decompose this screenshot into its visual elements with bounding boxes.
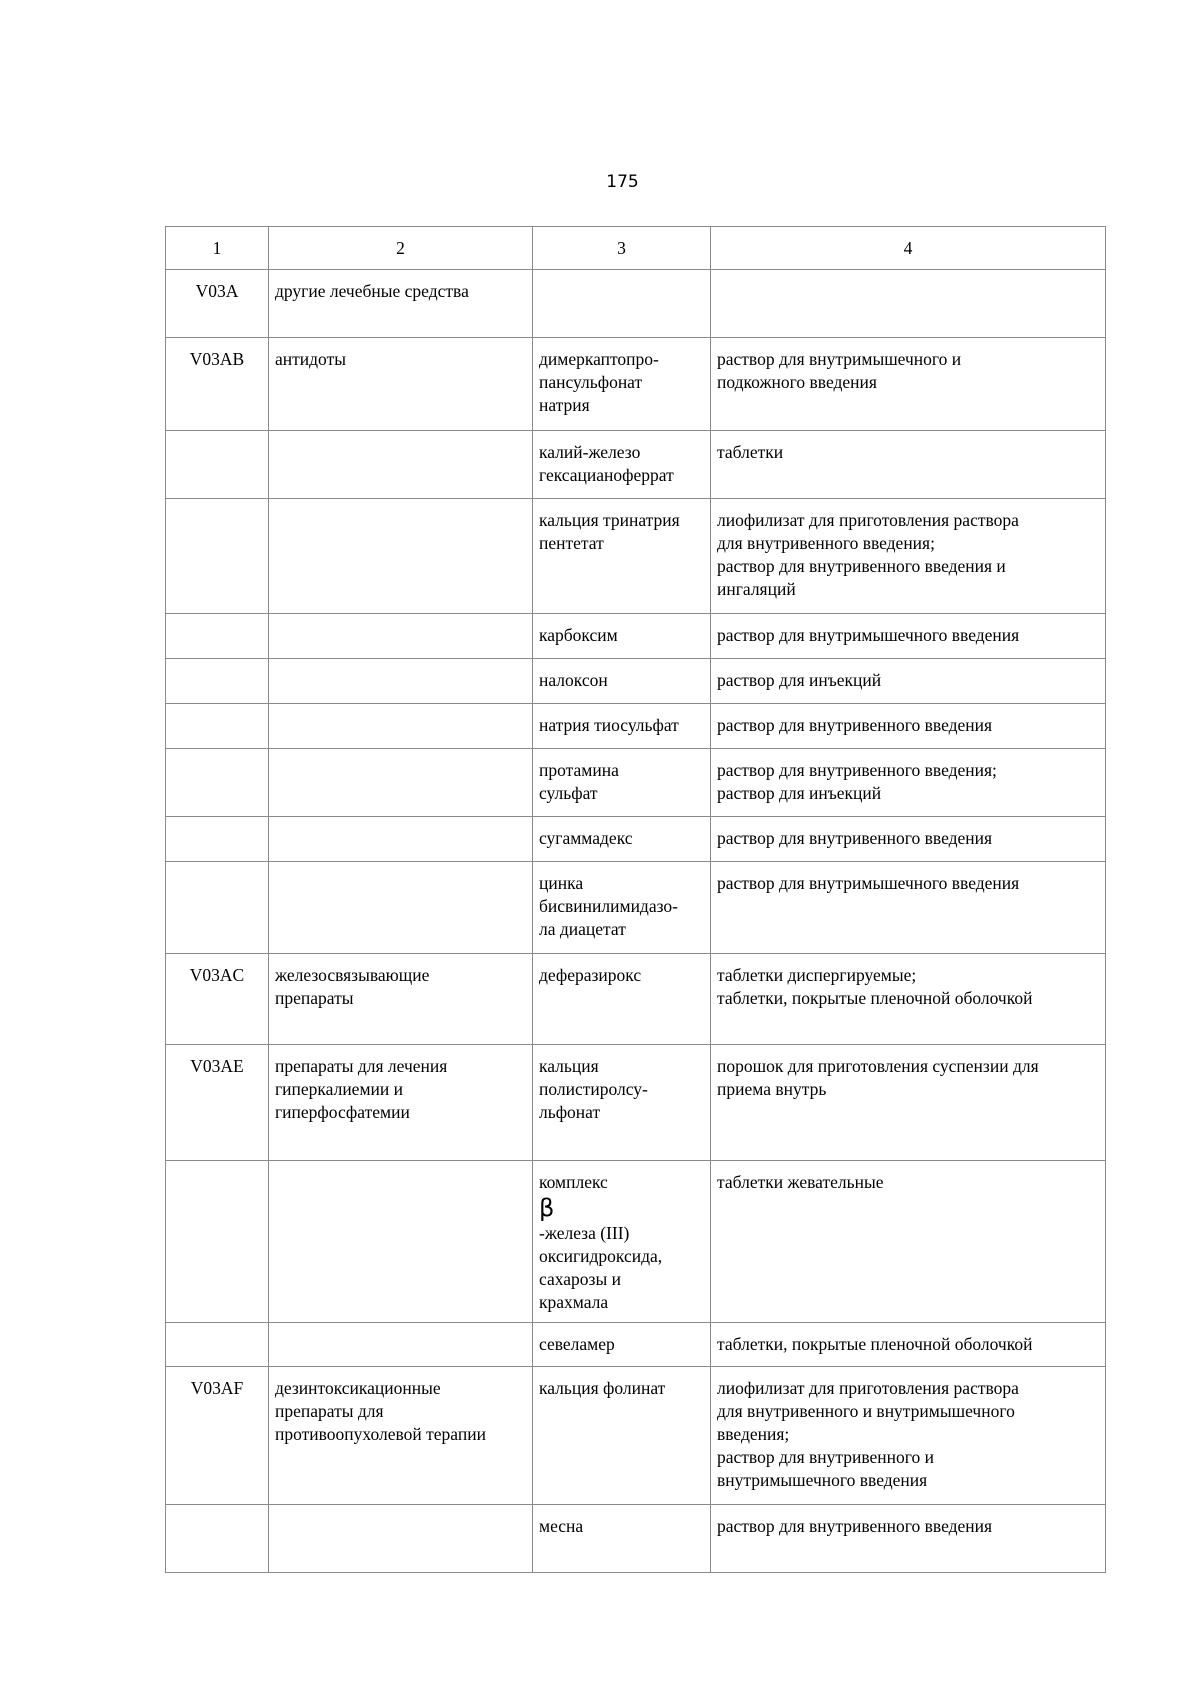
dosage-form-line: лиофилизат для приготовления раствора — [717, 1378, 1019, 1398]
dosage-form-line: таблетки, покрытые пленочной оболочкой — [717, 1334, 1033, 1354]
atc-code-cell — [166, 1505, 269, 1573]
page-number: 175 — [606, 172, 639, 192]
drug-name-line: кальция фолинат — [539, 1378, 666, 1398]
atc-code-cell — [166, 749, 269, 817]
dosage-form-line: раствор для внутримышечного введения — [717, 873, 1020, 893]
drug-name-cell — [533, 338, 711, 431]
drug-name-line: полистиролсу- — [539, 1079, 648, 1099]
pharm-group-line: гиперкалиемии и — [275, 1079, 403, 1099]
dosage-form-line: раствор для инъекций — [717, 670, 882, 690]
drug-name-line: бисвинилимидазо- — [539, 896, 678, 916]
atc-code-cell — [166, 704, 269, 749]
table-row — [166, 954, 1106, 1045]
dosage-form-cell — [711, 817, 1106, 862]
table-header-row — [166, 227, 1106, 270]
pharm-group-cell — [269, 749, 533, 817]
pharm-group-line: другие лечебные средства — [275, 281, 469, 301]
drug-name-cell — [533, 431, 711, 499]
drug-name-cell — [533, 817, 711, 862]
table-body — [166, 270, 1106, 1573]
pharm-group-line: препараты — [275, 988, 354, 1008]
dosage-form-cell — [711, 1161, 1106, 1323]
drug-name-line: кальция тринатрия — [539, 510, 680, 530]
dosage-form-cell — [711, 862, 1106, 954]
column-header: 4 — [711, 227, 1106, 270]
atc-code-cell — [166, 862, 269, 954]
drug-name-line: калий-железо — [539, 442, 641, 462]
dosage-form-cell — [711, 1045, 1106, 1161]
drug-name-line: налоксон — [539, 670, 608, 690]
table-row — [166, 338, 1106, 431]
pharm-group-line: гиперфосфатемии — [275, 1102, 410, 1122]
dosage-form-cell — [711, 1505, 1106, 1573]
drug-name-line: сахарозы и — [539, 1269, 621, 1289]
column-header: 2 — [269, 227, 533, 270]
dosage-form-cell — [711, 499, 1106, 614]
atc-code-cell — [166, 431, 269, 499]
pharm-group-cell — [269, 1367, 533, 1505]
dosage-form-line: раствор для внутривенного и — [717, 1447, 935, 1467]
dosage-form-cell — [711, 954, 1106, 1045]
table-row — [166, 614, 1106, 659]
table-row — [166, 431, 1106, 499]
pharm-group-cell — [269, 431, 533, 499]
atc-code-cell — [166, 1161, 269, 1323]
drug-name-cell — [533, 1367, 711, 1505]
drug-name-line: натрия — [539, 395, 590, 415]
table-row — [166, 499, 1106, 614]
pharm-group-cell — [269, 817, 533, 862]
drug-name-cell — [533, 659, 711, 704]
drug-name-line: цинка — [539, 873, 584, 893]
dosage-form-line: внутримышечного введения — [717, 1470, 928, 1490]
pharm-group-cell — [269, 659, 533, 704]
dosage-form-cell — [711, 1323, 1106, 1367]
drug-name-cell — [533, 1045, 711, 1161]
table-row — [166, 862, 1106, 954]
pharm-group-cell — [269, 499, 533, 614]
dosage-form-line: таблетки жевательные — [717, 1172, 884, 1192]
pharm-group-cell — [269, 1161, 533, 1323]
dosage-form-cell — [711, 614, 1106, 659]
pharm-group-cell — [269, 614, 533, 659]
dosage-form-cell — [711, 1367, 1106, 1505]
atc-code-cell — [166, 659, 269, 704]
dosage-form-line: для внутривенного введения; — [717, 533, 935, 553]
drug-name-line: севеламер — [539, 1334, 615, 1354]
dosage-form-cell — [711, 749, 1106, 817]
atc-code-cell — [166, 614, 269, 659]
drug-name-line: сульфат — [539, 783, 598, 803]
dosage-form-cell — [711, 431, 1106, 499]
table-row — [166, 1323, 1106, 1367]
drug-name-cell — [533, 499, 711, 614]
dosage-form-line: раствор для внутривенного введения — [717, 1516, 993, 1536]
dosage-form-line: раствор для внутривенного введения и — [717, 556, 1006, 576]
drug-table — [165, 226, 1106, 1573]
drug-name-cell — [533, 862, 711, 954]
dosage-form-line: приема внутрь — [717, 1079, 827, 1099]
drug-name-line: -железа (III) — [539, 1223, 630, 1243]
drug-name-cell — [533, 954, 711, 1045]
dosage-form-cell — [711, 659, 1106, 704]
atc-code-cell — [166, 1323, 269, 1367]
dosage-form-line: раствор для инъекций — [717, 783, 882, 803]
drug-name-cell — [533, 270, 711, 338]
pharm-group-line: антидоты — [275, 349, 346, 369]
dosage-form-line: порошок для приготовления суспензии для — [717, 1056, 1039, 1076]
drug-name-line: кальция — [539, 1056, 599, 1076]
dosage-form-cell — [711, 270, 1106, 338]
drug-name-line: крахмала — [539, 1292, 609, 1312]
drug-name-line: карбоксим — [539, 625, 618, 645]
dosage-form-line: введения; — [717, 1424, 790, 1444]
pharm-group-cell — [269, 862, 533, 954]
dosage-form-line: раствор для внутривенного введения — [717, 828, 993, 848]
dosage-form-cell — [711, 338, 1106, 431]
pharm-group-line: противоопухолевой терапии — [275, 1424, 486, 1444]
dosage-form-line: раствор для внутримышечного и — [717, 349, 962, 369]
pharm-group-cell — [269, 704, 533, 749]
dosage-form-cell — [711, 704, 1106, 749]
drug-name-line: гексацианоферрат — [539, 465, 674, 485]
table-row — [166, 659, 1106, 704]
dosage-form-line: лиофилизат для приготовления раствора — [717, 510, 1019, 530]
dosage-form-line: раствор для внутримышечного введения — [717, 625, 1020, 645]
drug-name-line: пентетат — [539, 533, 604, 553]
column-header: 1 — [166, 227, 269, 270]
pharm-group-cell — [269, 954, 533, 1045]
atc-code-cell — [166, 817, 269, 862]
pharm-group-line: железосвязывающие — [275, 965, 430, 985]
drug-name-line: деферазирокс — [539, 965, 642, 985]
drug-name-line: протамина — [539, 760, 619, 780]
pharm-group-line: препараты для лечения — [275, 1056, 448, 1076]
atc-code-cell: V03AF — [166, 1367, 269, 1505]
table-row — [166, 1367, 1106, 1505]
drug-name-line: сугаммадекс — [539, 828, 633, 848]
drug-name-cell — [533, 1161, 711, 1323]
drug-name-line: ла диацетат — [539, 919, 626, 939]
pharm-group-cell — [269, 1505, 533, 1573]
atc-code-cell: V03AC — [166, 954, 269, 1045]
pharm-group-cell — [269, 1323, 533, 1367]
pharm-group-line: препараты для — [275, 1401, 384, 1421]
pharm-group-line: дезинтоксикационные — [275, 1378, 441, 1398]
drug-name-cell — [533, 614, 711, 659]
dosage-form-line: таблетки диспергируемые; — [717, 965, 917, 985]
drug-name-line: комплекс — [539, 1172, 608, 1192]
pharm-group-cell — [269, 338, 533, 431]
drug-name-cell — [533, 704, 711, 749]
drug-name-line: пансульфонат — [539, 372, 643, 392]
drug-name-cell — [533, 749, 711, 817]
column-header: 3 — [533, 227, 711, 270]
table-row — [166, 270, 1106, 338]
dosage-form-line: для внутривенного и внутримышечного — [717, 1401, 1015, 1421]
drug-name-line: оксигидроксида, — [539, 1246, 663, 1266]
table-row — [166, 1161, 1106, 1323]
table-row — [166, 1505, 1106, 1573]
drug-name-line: льфонат — [539, 1102, 601, 1122]
atc-code-cell: V03AE — [166, 1045, 269, 1161]
drug-name-line: натрия тиосульфат — [539, 715, 679, 735]
atc-code-cell: V03AB — [166, 338, 269, 431]
atc-code-cell: V03A — [166, 270, 269, 338]
pharm-group-cell — [269, 1045, 533, 1161]
table-row — [166, 704, 1106, 749]
drug-name-cell — [533, 1323, 711, 1367]
beta-symbol: β — [539, 1194, 555, 1222]
table-row — [166, 749, 1106, 817]
table-row — [166, 1045, 1106, 1161]
table-row — [166, 817, 1106, 862]
dosage-form-line: раствор для внутривенного введения — [717, 715, 993, 735]
atc-code-cell — [166, 499, 269, 614]
dosage-form-line: подкожного введения — [717, 372, 877, 392]
drug-name-line: димеркаптопро- — [539, 349, 659, 369]
dosage-form-line: таблетки — [717, 442, 784, 462]
dosage-form-line: ингаляций — [717, 579, 796, 599]
pharm-group-cell — [269, 270, 533, 338]
drug-name-cell — [533, 1505, 711, 1573]
dosage-form-line: раствор для внутривенного введения; — [717, 760, 997, 780]
dosage-form-line: таблетки, покрытые пленочной оболочкой — [717, 988, 1033, 1008]
drug-name-line: месна — [539, 1516, 584, 1536]
